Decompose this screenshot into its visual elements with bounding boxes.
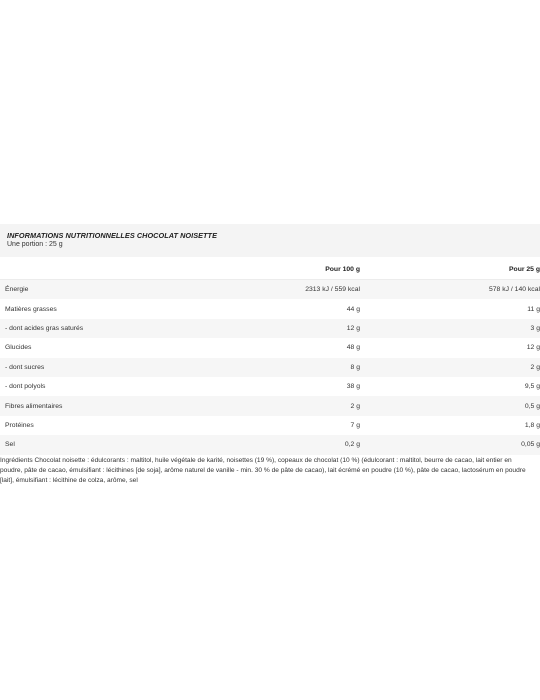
row-value-per-25g: 11 g <box>527 305 540 313</box>
row-value-per-25g: 578 kJ / 140 kcal <box>488 286 540 294</box>
row-value-per-100g: 38 g <box>346 383 360 391</box>
row-label: - dont polyols <box>5 383 46 391</box>
portion-size: Une portion : 25 g <box>7 241 63 248</box>
nutrition-table-body <box>0 280 540 455</box>
row-label: Énergie <box>5 286 29 294</box>
row-value-per-25g: 9,5 g <box>524 383 540 391</box>
row-value-per-100g: 7 g <box>350 421 360 429</box>
table-row <box>0 377 540 396</box>
row-value-per-100g: 2 g <box>350 402 360 410</box>
row-value-per-100g: 0,2 g <box>344 441 360 449</box>
row-value-per-25g: 3 g <box>530 324 540 332</box>
row-value-per-100g: 12 g <box>346 324 360 332</box>
table-row <box>0 435 540 454</box>
row-value-per-100g: 2313 kJ / 559 kcal <box>305 286 360 294</box>
table-row <box>0 358 540 377</box>
column-header-per-100g: Pour 100 g <box>325 266 360 273</box>
row-value-per-25g: 0,05 g <box>521 441 540 449</box>
row-value-per-25g: 12 g <box>526 344 540 352</box>
table-row <box>0 338 540 357</box>
table-header-row <box>0 260 540 280</box>
row-value-per-25g: 0,5 g <box>524 402 540 410</box>
table-row <box>0 396 540 415</box>
nutrition-title: INFORMATIONS NUTRITIONNELLES CHOCOLAT NOISETTE <box>7 231 217 240</box>
row-label: Glucides <box>5 344 32 352</box>
row-value-per-25g: 2 g <box>530 363 540 371</box>
table-row <box>0 416 540 435</box>
row-label: Fibres alimentaires <box>5 402 63 410</box>
row-value-per-100g: 48 g <box>346 344 360 352</box>
row-label: Protéines <box>5 421 34 429</box>
column-header-per-25g: Pour 25 g <box>509 266 540 273</box>
row-value-per-100g: 44 g <box>346 305 360 313</box>
table-row <box>0 280 540 299</box>
row-label: - dont sucres <box>5 363 45 371</box>
table-row <box>0 299 540 318</box>
row-label: Matières grasses <box>5 305 57 313</box>
ingredients-text: Ingrédients Chocolat noisette : édulcorants : maltitol, huile végétale de karité, noisettes (19 %), copeaux de chocolat (10 %) (édulcorant : maltitol, beurre de cacao, lait entier en poudre, pâte de cacao, émulsifiant : lécithines [de soja], arôme naturel de vanille - min. 30 % de pâte de cacao), lait écrémé en poudre (10 %), pâte de cacao, lactosérum en poudre [lait], émulsifiant : lécithine de colza, arôme, sel <box>0 456 526 484</box>
nutrition-header <box>0 224 540 257</box>
row-label: - dont acides gras saturés <box>5 324 84 332</box>
nutrition-section <box>0 224 540 486</box>
table-row <box>0 319 540 338</box>
row-value-per-25g: 1,8 g <box>524 421 540 429</box>
row-value-per-100g: 8 g <box>350 363 360 371</box>
row-label: Sel <box>5 441 15 449</box>
